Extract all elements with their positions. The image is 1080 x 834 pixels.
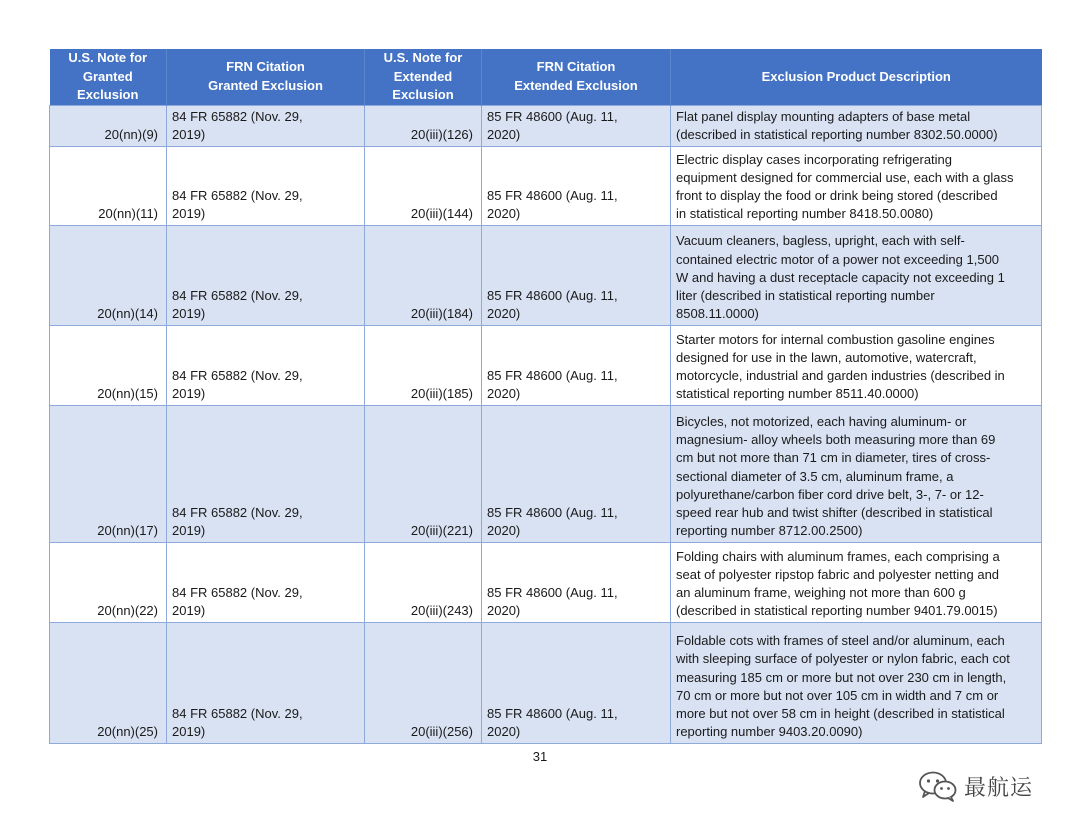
header-description: Exclusion Product Description [671, 49, 1042, 105]
cell-line: 2019) [172, 206, 206, 222]
header-granted-citation: FRN Citation Granted Exclusion [167, 49, 365, 105]
description-cell [671, 622, 1042, 743]
description-cell [671, 225, 1042, 325]
extended-citation-cell [482, 325, 671, 405]
cell-line: 2020) [487, 523, 521, 539]
granted-citation-cell [167, 325, 365, 405]
granted-note-cell: 20(nn)(25) [50, 622, 167, 743]
cell-line: 2020) [487, 206, 521, 222]
cell-line: 2019) [172, 386, 206, 402]
granted-note-cell: 20(nn)(15) [50, 325, 167, 405]
cell-line: 84 FR 65882 (Nov. 29, [172, 109, 303, 125]
granted-citation-cell [167, 622, 365, 743]
exclusion-table-container [49, 49, 1041, 744]
granted-note-cell: 20(nn)(14) [50, 225, 167, 325]
cell-line: more but not over 58 cm in height (described in statistical [676, 706, 1005, 722]
granted-note-cell: 20(nn)(9) [50, 105, 167, 146]
granted-citation-cell [167, 146, 365, 225]
extended-citation-cell [482, 405, 671, 542]
cell-line: cm but not more than 71 cm in diameter, tires of cross- [676, 450, 991, 466]
granted-note-cell: 20(nn)(17) [50, 405, 167, 542]
extended-note-cell: 20(iii)(256) [365, 622, 482, 743]
cell-line: 84 FR 65882 (Nov. 29, [172, 188, 303, 204]
cell-line: statistical reporting number 8511.40.0000) [676, 386, 919, 402]
table-row [50, 622, 1042, 743]
cell-line: Bicycles, not motorized, each having aluminum- or [676, 414, 967, 430]
cell-line: measuring 185 cm or more but not over 230 cm in length, [676, 669, 1007, 685]
cell-line: W and having a dust receptacle capacity not exceeding 1 [676, 269, 1005, 285]
cell-line: Flat panel display mounting adapters of base metal [676, 109, 971, 125]
extended-note-cell: 20(iii)(243) [365, 542, 482, 622]
cell-line: seat of polyester ripstop fabric and polyester netting and [676, 566, 1000, 582]
cell-line: 84 FR 65882 (Nov. 29, [172, 368, 303, 384]
cell-line: 84 FR 65882 (Nov. 29, [172, 706, 303, 722]
cell-line: Foldable cots with frames of steel and/or aluminum, each [676, 633, 1005, 649]
cell-line: reporting number 9403.20.0090) [676, 724, 863, 740]
cell-line: 85 FR 48600 (Aug. 11, [487, 706, 618, 722]
extended-citation-cell [482, 622, 671, 743]
table-header-row [50, 49, 1042, 105]
watermark-text: 最航运 [964, 775, 1034, 801]
cell-line: 2020) [487, 127, 521, 143]
wechat-icon [918, 770, 958, 802]
extended-citation-cell [482, 225, 671, 325]
table-row [50, 542, 1042, 622]
page-number: 31 [532, 749, 548, 764]
description-cell [671, 542, 1042, 622]
cell-line: reporting number 8712.00.2500) [676, 523, 863, 539]
cell-line: (described in statistical reporting number 9401.79.0015) [676, 603, 998, 619]
cell-line: polyurethane/carbon fiber cord drive belt, 3-, 7- or 12- [676, 486, 984, 502]
extended-citation-cell [482, 542, 671, 622]
table-row [50, 146, 1042, 225]
cell-line: contained electric motor of a power not exceeding 1,500 [676, 251, 1000, 267]
cell-line: 2019) [172, 306, 206, 322]
extended-citation-cell [482, 105, 671, 146]
extended-note-cell: 20(iii)(126) [365, 105, 482, 146]
cell-line: 85 FR 48600 (Aug. 11, [487, 109, 618, 125]
extended-note-cell: 20(iii)(184) [365, 225, 482, 325]
cell-line: an aluminum frame, weighing not more than 600 g [676, 585, 966, 601]
table-row [50, 225, 1042, 325]
cell-line: (described in statistical reporting number 8302.50.0000) [676, 127, 998, 143]
cell-line: 2020) [487, 603, 521, 619]
table-body [50, 105, 1042, 743]
cell-line: 8508.11.0000) [676, 306, 759, 322]
granted-note-cell: 20(nn)(22) [50, 542, 167, 622]
cell-line: 84 FR 65882 (Nov. 29, [172, 288, 303, 304]
table-row [50, 325, 1042, 405]
cell-line: Folding chairs with aluminum frames, each comprising a [676, 548, 1000, 564]
description-cell [671, 405, 1042, 542]
extended-note-cell: 20(iii)(221) [365, 405, 482, 542]
cell-line: Electric display cases incorporating refrigerating [676, 151, 953, 167]
cell-line: motorcycle, industrial and garden industries (described in [676, 368, 1005, 384]
cell-line: speed rear hub and twist shifter (described in statistical [676, 505, 993, 521]
granted-citation-cell [167, 405, 365, 542]
cell-line: sectional diameter of 3.5 cm, aluminum frame, a [676, 468, 954, 484]
cell-line: 2020) [487, 306, 521, 322]
cell-line: 2020) [487, 724, 521, 740]
cell-line: 2019) [172, 523, 206, 539]
header-extended-citation: FRN Citation Extended Exclusion [482, 49, 671, 105]
cell-line: 70 cm or more but not over 105 cm in width and 7 cm or [676, 687, 999, 703]
cell-line: 84 FR 65882 (Nov. 29, [172, 585, 303, 601]
cell-line: 2019) [172, 724, 206, 740]
granted-citation-cell [167, 225, 365, 325]
cell-line: 84 FR 65882 (Nov. 29, [172, 505, 303, 521]
cell-line: 85 FR 48600 (Aug. 11, [487, 288, 618, 304]
extended-note-cell: 20(iii)(185) [365, 325, 482, 405]
cell-line: with sleeping surface of polyester or nylon fabric, each cot [676, 651, 1010, 667]
cell-line: in statistical reporting number 8418.50.0080) [676, 206, 934, 222]
cell-line: 85 FR 48600 (Aug. 11, [487, 585, 618, 601]
granted-citation-cell [167, 105, 365, 146]
description-cell [671, 105, 1042, 146]
watermark [918, 770, 1033, 802]
cell-line: 2020) [487, 386, 521, 402]
description-cell [671, 325, 1042, 405]
cell-line: 85 FR 48600 (Aug. 11, [487, 188, 618, 204]
description-cell [671, 146, 1042, 225]
cell-line: magnesium- alloy wheels both measuring more than 69 [676, 432, 996, 448]
cell-line: 2019) [172, 603, 206, 619]
cell-line: designed for use in the lawn, automotive, watercraft, [676, 349, 977, 365]
granted-citation-cell [167, 542, 365, 622]
cell-line: Vacuum cleaners, bagless, upright, each with self- [676, 233, 965, 249]
header-granted-note: U.S. Note for Granted Exclusion [50, 49, 167, 105]
granted-note-cell: 20(nn)(11) [50, 146, 167, 225]
table-row [50, 105, 1042, 146]
cell-line: 85 FR 48600 (Aug. 11, [487, 368, 618, 384]
cell-line: Starter motors for internal combustion gasoline engines [676, 331, 995, 347]
extended-citation-cell [482, 146, 671, 225]
cell-line: equipment designed for commercial use, each with a glass [676, 169, 1014, 185]
cell-line: 2019) [172, 127, 206, 143]
cell-line: liter (described in statistical reporting number [676, 288, 935, 304]
exclusion-table [49, 49, 1042, 744]
header-extended-note: U.S. Note for Extended Exclusion [365, 49, 482, 105]
cell-line: front to display the food or drink being stored (described [676, 188, 998, 204]
cell-line: 85 FR 48600 (Aug. 11, [487, 505, 618, 521]
table-row [50, 405, 1042, 542]
extended-note-cell: 20(iii)(144) [365, 146, 482, 225]
